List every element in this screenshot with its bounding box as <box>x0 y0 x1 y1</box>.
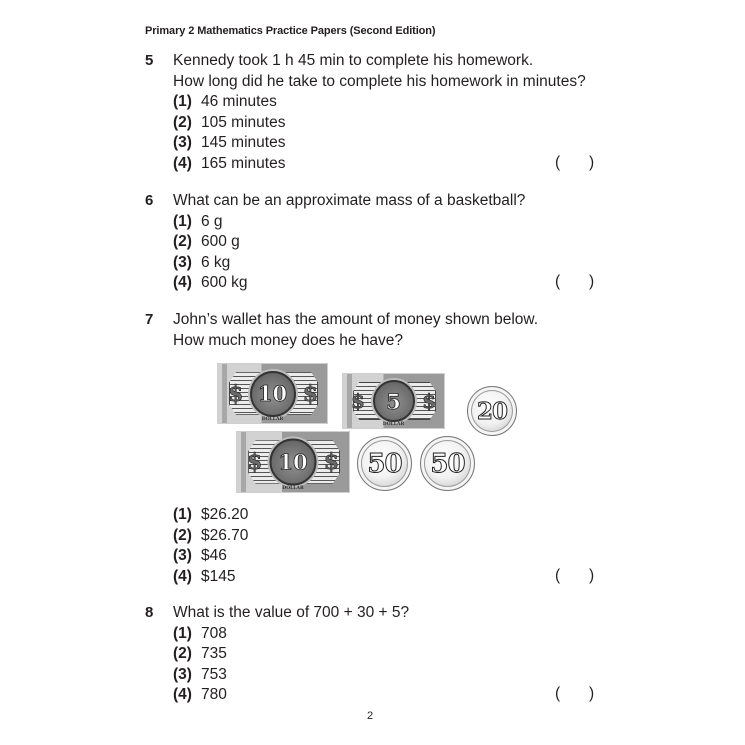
option-number: (1) <box>173 212 192 230</box>
option-4 <box>173 685 227 706</box>
option-4 <box>173 273 248 294</box>
option-text: 165 minutes <box>201 154 286 172</box>
question-text-line: Kennedy took 1 h 45 min to complete his homework. <box>173 52 534 69</box>
option-text: 600 kg <box>201 274 248 291</box>
option-number: (1) <box>173 624 192 642</box>
option-text: 753 <box>201 665 227 683</box>
option-1 <box>173 212 223 233</box>
option-number: (4) <box>173 154 192 172</box>
question-number: 5 <box>145 52 154 69</box>
question-number: 8 <box>145 604 154 621</box>
option-number: (1) <box>173 506 192 523</box>
option-text: 780 <box>201 686 227 703</box>
option-text: $145 <box>201 567 236 585</box>
option-text: $26.20 <box>201 506 249 523</box>
option-text: $46 <box>201 547 227 564</box>
five-dollar-note: $ $ 5 DOLLAR <box>342 373 445 429</box>
option-3 <box>173 665 227 686</box>
option-1 <box>173 92 277 113</box>
option-number: (3) <box>173 253 192 271</box>
option-number: (2) <box>173 113 192 131</box>
question-text-line: How much money does he have? <box>173 331 404 349</box>
question-text-line: What is the value of 700 + 30 + 5? <box>173 604 410 621</box>
option-1 <box>173 505 248 526</box>
option-number: (2) <box>173 233 192 250</box>
dollar-sign-icon: $ <box>302 380 318 407</box>
option-text: 145 minutes <box>201 134 286 151</box>
option-number: (4) <box>173 567 192 585</box>
note-medallion: 10 <box>250 371 296 417</box>
option-3 <box>173 133 285 154</box>
option-3 <box>173 253 230 274</box>
option-text: 6 kg <box>201 253 231 271</box>
option-text: $26.70 <box>201 526 249 544</box>
option-2 <box>173 113 285 134</box>
option-text: 735 <box>201 645 227 662</box>
option-number: (2) <box>173 526 192 544</box>
page-header: Primary 2 Mathematics Practice Papers (Second Edition) <box>145 25 436 37</box>
option-number: (3) <box>173 134 192 151</box>
question-number: 7 <box>145 311 154 328</box>
question-text-line: How long did he take to complete his homework in minutes? <box>173 72 586 90</box>
dollar-sign-icon: $ <box>247 449 263 475</box>
option-number: (2) <box>173 645 192 662</box>
option-text: 600 g <box>201 233 240 250</box>
question-text-line: John’s wallet has the amount of money shown below. <box>173 311 539 328</box>
dollar-sign-icon: $ <box>351 389 365 413</box>
ten-dollar-note: $ $ 10 DOLLAR <box>217 363 328 424</box>
note-medallion: 5 <box>373 380 415 422</box>
option-4 <box>173 567 235 588</box>
dollar-sign-icon: $ <box>323 449 339 475</box>
page-number: 2 <box>367 710 374 722</box>
twenty-cent-coin: 20 <box>467 386 517 436</box>
option-4 <box>173 154 285 175</box>
option-text: 105 minutes <box>201 113 286 131</box>
option-2 <box>173 526 248 547</box>
option-number: (4) <box>173 274 192 291</box>
option-text: 708 <box>201 624 227 642</box>
option-2 <box>173 232 240 253</box>
option-number: (3) <box>173 665 192 683</box>
option-number: (1) <box>173 93 192 110</box>
question-number: 6 <box>145 192 154 209</box>
option-1 <box>173 624 227 645</box>
option-3 <box>173 546 227 567</box>
dollar-sign-icon: $ <box>228 380 244 407</box>
option-number: (4) <box>173 686 192 703</box>
option-number: (3) <box>173 547 192 564</box>
option-text: 6 g <box>201 212 223 230</box>
note-medallion: 10 <box>270 439 317 486</box>
fifty-cent-coin: 50 <box>420 436 475 491</box>
option-text: 46 minutes <box>201 93 277 110</box>
fifty-cent-coin: 50 <box>357 436 412 491</box>
dollar-sign-icon: $ <box>422 389 436 413</box>
ten-dollar-note: $ $ 10 DOLLAR <box>236 431 350 493</box>
question-text-line: What can be an approximate mass of a basketball? <box>173 192 526 209</box>
option-2 <box>173 644 227 665</box>
